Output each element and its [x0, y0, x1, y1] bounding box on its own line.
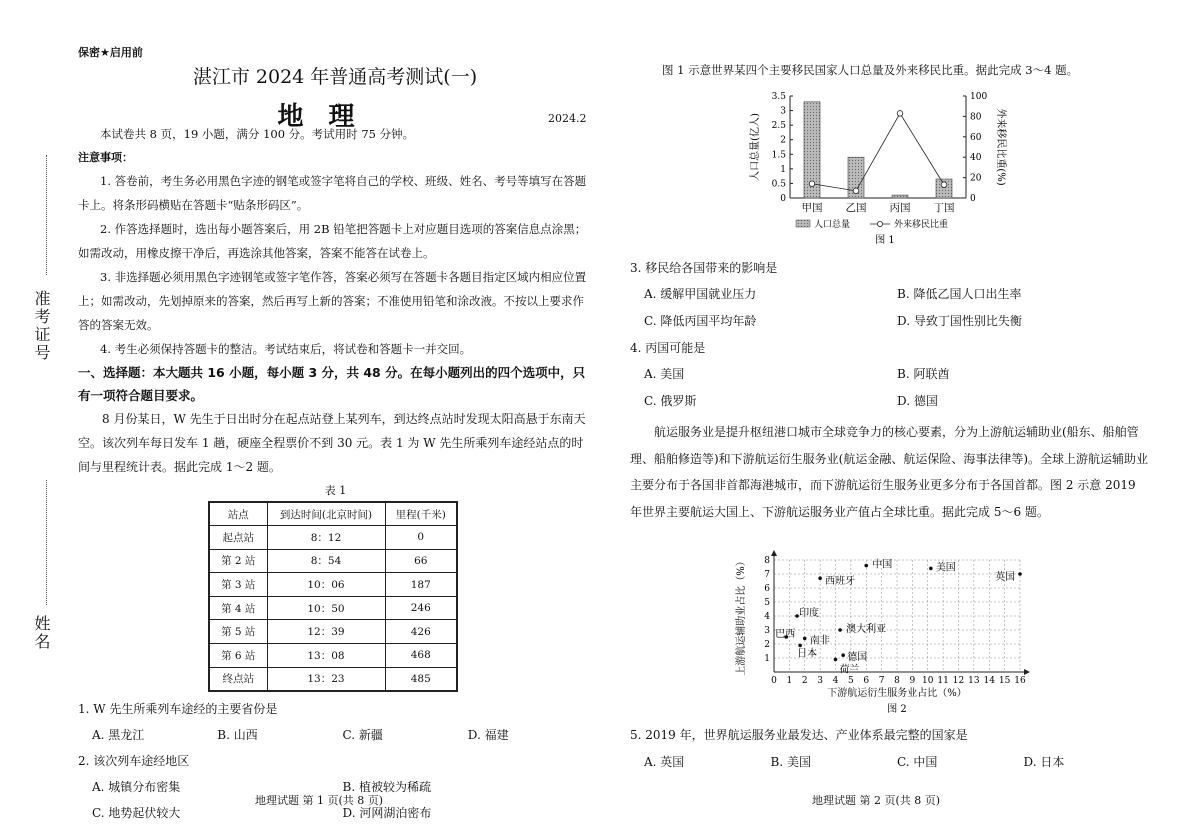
- figure-1-caption: 图 1: [875, 235, 895, 246]
- exam-id-line: [46, 155, 47, 275]
- y2-axis-title: 外来移民比重(%): [995, 108, 1006, 186]
- table1-caption: 表 1: [324, 484, 347, 497]
- figure-1-chart: [740, 84, 1010, 252]
- y-tick-label: 4: [764, 612, 770, 622]
- y2-tick-label: 80: [970, 112, 982, 123]
- point-中国: [864, 564, 868, 568]
- table-header: 里程(千米): [385, 502, 457, 526]
- x-tick-label: 10: [922, 676, 934, 686]
- secret-label: 保密★启用前: [78, 46, 143, 59]
- table-cell: 0: [385, 526, 457, 550]
- point-label: 中国: [872, 559, 893, 571]
- migrant-share-line: [812, 113, 944, 191]
- table-cell: 8：54: [267, 549, 385, 573]
- q2-option-c: C. 地势起伏较大: [92, 805, 181, 820]
- y-tick-label: 2: [764, 640, 770, 650]
- q2-stem: 2. 该次列车途经地区: [78, 753, 190, 768]
- point-西班牙: [818, 576, 822, 580]
- x-tick-label: 14: [983, 676, 995, 686]
- y2-tick-label: 60: [970, 132, 982, 143]
- y-tick-label: 2.5: [771, 121, 786, 132]
- notes-heading: 注意事项：: [78, 151, 133, 164]
- point-日本: [798, 644, 802, 648]
- exam-title: 湛江市 2024 年普通高考测试(一): [192, 66, 478, 88]
- y-tick-label: 6: [764, 584, 770, 594]
- x-tick-label: 4: [832, 676, 839, 686]
- y2-tick-label: 40: [970, 153, 982, 164]
- x-tick-label: 7: [878, 676, 885, 686]
- table-cell: 66: [385, 549, 457, 573]
- x-tick-label: 6: [863, 676, 870, 686]
- name-line: [46, 480, 47, 605]
- x-axis-title: 下游航运衍生服务业占比（%）: [827, 688, 967, 699]
- x-tick-label: 0: [771, 676, 777, 686]
- y-tick-label: 0.5: [771, 179, 786, 190]
- exam-id-label: 准考证号: [32, 290, 51, 362]
- y-tick-label: 3: [764, 626, 770, 636]
- table-cell: 终点站: [209, 667, 267, 691]
- point-label: 日本: [797, 648, 818, 660]
- y-tick-label: 2: [780, 135, 786, 146]
- x-tick-label: 15: [998, 676, 1011, 686]
- passage-1: 8 月份某日，W 先生于日出时分在起点站登上某列车，到达终点站时发现太阳高悬于东南天空。该次列车每日发车 1 趟，硬座全程票价不到 30 元。表 1 为 W 先生所乘列车途经站点的时间与里程统计表。据此完成 1～2 题。: [78, 412, 586, 474]
- q4-option-a: A. 美国: [644, 367, 685, 381]
- table-cell: 426: [385, 620, 457, 644]
- subject-title: 地 理: [277, 102, 363, 132]
- table-cell: 468: [385, 644, 457, 668]
- table-cell: 起点站: [209, 526, 267, 550]
- point-label: 巴西: [775, 629, 796, 640]
- legend-bar-swatch: [796, 220, 810, 227]
- x-tick-label: 16: [1014, 676, 1026, 686]
- q2-option-b: B. 植被较为稀疏: [342, 779, 431, 794]
- point-label: 南非: [809, 635, 830, 647]
- point-label: 澳大利亚: [846, 624, 887, 635]
- table-cell: 8：12: [267, 526, 385, 550]
- q3-option-d: D. 导致丁国性别比失衡: [897, 314, 1022, 328]
- table-row: [209, 549, 457, 573]
- table-row: [209, 620, 457, 644]
- point-乙国: [853, 188, 859, 194]
- y2-tick-label: 100: [970, 92, 988, 102]
- y-tick-label: 0: [780, 194, 786, 204]
- x-tick-label: 12: [952, 676, 965, 686]
- footer-right: 地理试题 第 2 页(共 8 页): [812, 794, 941, 807]
- y-tick-label: 8: [764, 556, 770, 566]
- x-tick-label: 甲国: [801, 202, 823, 214]
- table-cell: 12：39: [267, 620, 385, 644]
- section1-heading: 一、选择题：本大题共 16 小题，每小题 3 分，共 48 分。在每小题列出的四个选项中，只有一项符合题目要求。: [78, 365, 586, 403]
- point-label: 德国: [847, 652, 868, 664]
- q5-option-c: C. 中国: [897, 755, 938, 769]
- q2-option-d: D. 河网湖泊密布: [342, 805, 432, 820]
- y2-tick-label: 20: [970, 173, 982, 184]
- point-丙国: [897, 111, 903, 117]
- point-label: 英国: [995, 572, 1015, 583]
- y-tick-label: 5: [764, 598, 770, 608]
- point-label: 美国: [935, 562, 956, 574]
- y-tick-label: 1: [764, 654, 770, 664]
- table-cell: 187: [385, 573, 457, 597]
- footer-left: 地理试题 第 1 页(共 8 页): [255, 794, 384, 807]
- x-tick-label: 5: [848, 676, 854, 686]
- fig1-intro: 图 1 示意世界某四个主要移民国家人口总量及外来移民比重。据此完成 3～4 题。: [662, 63, 1079, 77]
- intro-text: 本试卷共 8 页，19 小题，满分 100 分。考试用时 75 分钟。: [100, 127, 415, 141]
- q3-stem: 3. 移民给各国带来的影响是: [630, 261, 778, 275]
- x-tick-label: 3: [817, 676, 823, 686]
- y-tick-label: 3.5: [771, 92, 786, 102]
- point-德国: [841, 653, 845, 657]
- table-row: [209, 573, 457, 597]
- y2-tick-label: 0: [970, 194, 976, 204]
- table-row: [209, 526, 457, 550]
- point-label: 荷兰: [839, 664, 860, 676]
- table-cell: 第 2 站: [209, 549, 267, 573]
- y-axis-title: 上游航运辅助业占比（%）: [736, 556, 747, 676]
- note-3: 3. 非选择题必须用黑色字迹钢笔或签字笔作答，答案必须写在答题卡各题目指定区域内相应位置上；如需改动，先划掉原来的答案，然后再写上新的答案；不准使用铅笔和涂改液。不按以上要求作答的答案无效。: [78, 270, 587, 332]
- passage-2: 航运服务业是提升枢纽港口城市全球竞争力的核心要素，分为上游航运辅助业(船东、船舶管理、船舶修造等)和下游航运衍生服务业(航运金融、航运保险、海事法律等)。全球上游航运辅助业主要分布于各国非首都海港城市，而下游航运衍生服务业更多分布于各国首都。图 2 示意 2019 年世界主要航运大国上、下游航运服务业产值占全球比重。据此完成 5～6 题。: [630, 425, 1149, 519]
- q1-option-a: A. 黑龙江: [92, 727, 145, 742]
- name-label: 姓名: [32, 615, 51, 651]
- x-tick-label: 2: [801, 676, 808, 686]
- x-tick-label: 13: [968, 676, 980, 686]
- table-cell: 第 6 站: [209, 644, 267, 668]
- q5-option-b: B. 美国: [770, 755, 811, 769]
- q1-option-c: C. 新疆: [342, 727, 383, 742]
- point-label: 西班牙: [825, 576, 856, 588]
- x-tick-label: 1: [786, 676, 793, 686]
- note-2: 2. 作答选择题时，选出每小题答案后，用 2B 铅笔把答题卡上对应题目选项的答案信息点涂黑；如需改动，用橡皮擦干净后，再选涂其他答案，答案不能答在试卷上。: [78, 222, 587, 260]
- y-tick-label: 7: [764, 570, 770, 580]
- table-1: [208, 501, 458, 692]
- table-row: [209, 596, 457, 620]
- q4-option-d: D. 德国: [897, 394, 938, 408]
- q1-option-d: D. 福建: [467, 727, 509, 742]
- table-cell: 13：23: [267, 667, 385, 691]
- q1-option-b: B. 山西: [217, 727, 258, 742]
- table-cell: 第 4 站: [209, 596, 267, 620]
- legend-bar-label: 人口总量: [814, 220, 851, 230]
- figure-2-caption: 图 2: [887, 704, 907, 715]
- y-axis-arrow: [771, 550, 777, 556]
- exam-date: 2024.2: [548, 112, 587, 125]
- note-4: 4. 考生必须保持答题卡的整洁。考试结束后，将试卷和答题卡一并交回。: [100, 342, 472, 356]
- point-荷兰: [834, 658, 838, 662]
- q3-option-a: A. 缓解甲国就业压力: [644, 287, 757, 301]
- q4-stem: 4. 丙国可能是: [630, 341, 706, 355]
- table-row: [209, 667, 457, 691]
- table-row: [209, 644, 457, 668]
- point-英国: [1018, 572, 1022, 576]
- x-tick-label: 丙国: [889, 202, 911, 214]
- table-header: 站点: [209, 502, 267, 526]
- table-cell: 10：50: [267, 596, 385, 620]
- x-tick-label: 8: [894, 676, 900, 686]
- table-cell: 246: [385, 596, 457, 620]
- table-header: 到达时间(北京时间): [267, 502, 385, 526]
- y-tick-label: 1.5: [771, 150, 786, 161]
- q5-option-d: D. 日本: [1023, 755, 1065, 769]
- table-cell: 485: [385, 667, 457, 691]
- q3-option-b: B. 降低乙国人口出生率: [897, 287, 1022, 301]
- x-tick-label: 11: [937, 676, 949, 686]
- point-澳大利亚: [838, 628, 842, 632]
- table-cell: 13：08: [267, 644, 385, 668]
- x-tick-label: 乙国: [845, 202, 867, 214]
- point-丁国: [941, 182, 947, 188]
- q4-option-c: C. 俄罗斯: [644, 394, 697, 408]
- legend-line-marker: [877, 221, 882, 226]
- y-tick-label: 1: [780, 164, 786, 175]
- q4-option-b: B. 阿联酋: [897, 367, 950, 381]
- x-tick-label: 丁国: [933, 202, 955, 214]
- q5-stem: 5. 2019 年，世界航运服务业最发达、产业体系最完整的国家是: [630, 728, 968, 742]
- q1-stem: 1. W 先生所乘列车途经的主要省份是: [78, 701, 278, 716]
- table-cell: 第 3 站: [209, 573, 267, 597]
- table-cell: 第 5 站: [209, 620, 267, 644]
- note-1: 1. 答卷前，考生务必用黑色字迹的钢笔或签字笔将自己的学校、班级、姓名、考号等填写在答题卡上。将条形码横贴在答题卡“贴条形码区”。: [78, 174, 587, 212]
- point-label: 印度: [799, 608, 820, 619]
- point-甲国: [809, 181, 815, 187]
- table-cell: 10：06: [267, 573, 385, 597]
- y-axis-title: 人口总量(亿人): [750, 113, 761, 181]
- x-axis-arrow: [1024, 669, 1030, 675]
- figure-2-chart: [730, 548, 1040, 720]
- q2-option-a: A. 城镇分布密集: [92, 779, 181, 794]
- bar-丙国: [892, 195, 908, 198]
- q5-option-a: A. 英国: [644, 755, 685, 769]
- y-tick-label: 3: [780, 106, 786, 117]
- q3-option-c: C. 降低丙国平均年龄: [644, 314, 757, 328]
- legend-line-label: 外来移民比重: [894, 220, 949, 230]
- x-tick-label: 9: [909, 676, 916, 686]
- point-美国: [929, 567, 933, 571]
- point-南非: [803, 637, 807, 641]
